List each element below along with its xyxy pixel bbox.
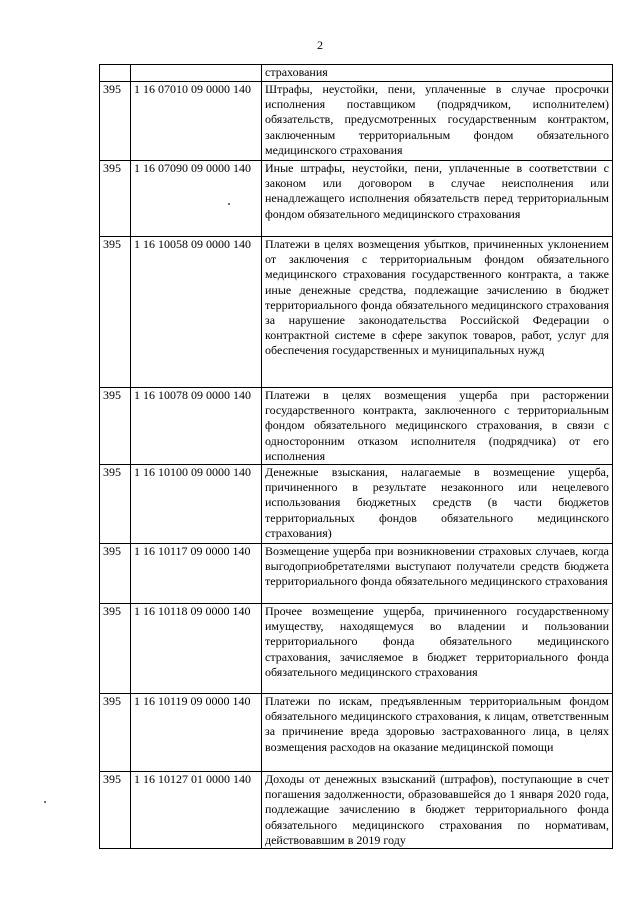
scan-speck <box>44 801 46 803</box>
budget-code-cell: 1 16 07010 09 0000 140 <box>131 82 262 161</box>
table-row <box>100 544 613 604</box>
description-cell: страхования <box>262 65 613 82</box>
description-cell: Платежи в целях возмещения убытков, причиненных уклонением от заключения с территориальным фондом обязательного медицинского страхования государственного контракта, а также иные денежные средства, подлежащие зачислению в бюджет территориального фонда обязательного медицинского страхования за нарушение законодательства Российской Федерации о контрактной системе в сфере закупок товаров, работ, услуг для обеспечения государственных и муниципальных нужд <box>262 237 613 388</box>
budget-code-cell: 1 16 10117 09 0000 140 <box>131 544 262 604</box>
budget-code-cell <box>131 65 262 82</box>
description-cell: Денежные взыскания, налагаемые в возмещение ущерба, причиненного в результате незаконного или нецелевого использования бюджетных средств (в части бюджетов территориальных фондов обязательного медицинского страхования) <box>262 465 613 544</box>
table-row <box>100 161 613 237</box>
table-row <box>100 82 613 161</box>
admin-code-cell: 395 <box>100 82 131 161</box>
description-cell: Возмещение ущерба при возникновении страховых случаев, когда выгодоприобретателями выступают получатели средств бюджета территориального фонда обязательного медицинского страхования <box>262 544 613 604</box>
admin-code-cell: 395 <box>100 694 131 772</box>
table-row <box>100 465 613 544</box>
description-cell: Доходы от денежных взысканий (штрафов), поступающие в счет погашения задолженности, образовавшейся до 1 января 2020 года, подлежащие зачислению в бюджет территориального фонда обязательного медицинского страхования по нормативам, действовавшим в 2019 году <box>262 772 613 849</box>
table-row <box>100 772 613 849</box>
description-cell: Штрафы, неустойки, пени, уплаченные в случае просрочки исполнения поставщиком (подрядчиком, исполнителем) обязательств, предусмотренных государственным контрактом, заключенным территориальным фондом обязательного медицинского страхования <box>262 82 613 161</box>
budget-code-cell: 1 16 10119 09 0000 140 <box>131 694 262 772</box>
admin-code-cell: 395 <box>100 237 131 388</box>
budget-code-cell: 1 16 10118 09 0000 140 <box>131 604 262 694</box>
admin-code-cell: 395 <box>100 465 131 544</box>
table-row <box>100 388 613 465</box>
admin-code-cell: 395 <box>100 161 131 237</box>
scan-speck <box>228 203 230 205</box>
budget-code-cell: 1 16 10100 09 0000 140 <box>131 465 262 544</box>
table-row <box>100 604 613 694</box>
admin-code-cell: 395 <box>100 772 131 849</box>
admin-code-cell: 395 <box>100 604 131 694</box>
budget-code-cell: 1 16 10058 09 0000 140 <box>131 237 262 388</box>
table-row <box>100 65 613 82</box>
description-cell: Прочее возмещение ущерба, причиненного государственному имуществу, находящемуся во владении и пользовании территориального фонда обязательного медицинского страхования, зачисляемое в бюджет территориального фонда обязательного медицинского страхования <box>262 604 613 694</box>
page-number: 2 <box>317 38 323 52</box>
description-cell: Платежи в целях возмещения ущерба при расторжении государственного контракта, заключенного с территориальным фондом обязательного медицинского страхования, в связи с односторонним отказом исполнителя (подрядчика) от его исполнения <box>262 388 613 465</box>
budget-code-cell: 1 16 10078 09 0000 140 <box>131 388 262 465</box>
description-cell: Иные штрафы, неустойки, пени, уплаченные в соответствии с законом или договором в случае неисполнения или ненадлежащего исполнения обязательств перед территориальным фондом обязательного медицинского страхования <box>262 161 613 237</box>
admin-code-cell: 395 <box>100 544 131 604</box>
admin-code-cell: 395 <box>100 388 131 465</box>
budget-code-cell: 1 16 07090 09 0000 140 <box>131 161 262 237</box>
revenue-codes-table <box>99 64 613 849</box>
admin-code-cell <box>100 65 131 82</box>
table-row <box>100 694 613 772</box>
description-cell: Платежи по искам, предъявленным территориальным фондом обязательного медицинского страхования, к лицам, ответственным за причинение вреда здоровью застрахованного лица, в целях возмещения расходов на оказание медицинской помощи <box>262 694 613 772</box>
budget-code-cell: 1 16 10127 01 0000 140 <box>131 772 262 849</box>
table-row <box>100 237 613 388</box>
